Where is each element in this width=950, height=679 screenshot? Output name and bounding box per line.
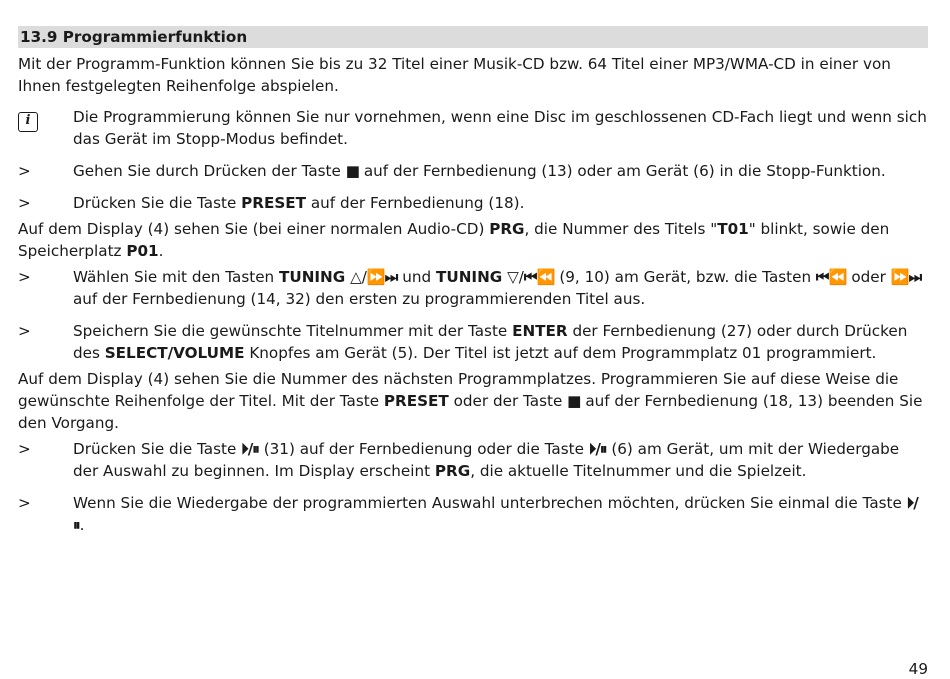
document-page <box>18 26 928 546</box>
note-marker <box>18 106 73 150</box>
step-3-text: Wählen Sie mit den Tasten TUNING △/⏩⏭ und TUNING ▽/⏮⏪ (9, 10) am Gerät, bzw. die Tasten ⏮⏪ oder ⏩⏭ auf der Fernbedienung (14, 32) den ersten zu programmierenden Titel aus. <box>73 268 922 308</box>
display1-text-d: . <box>158 242 164 260</box>
display1-text-c: " blinkt, sowie den Speicherplatz <box>18 220 890 260</box>
step-4-text <box>73 320 928 364</box>
enter-key-label: ENTER <box>512 322 568 340</box>
step-3-text-c: (9, 10) am Gerät, bzw. die Tasten <box>559 268 812 286</box>
section-header <box>18 26 928 48</box>
note-text: Die Programmierung können Sie nur vornehmen, wenn eine Disc im geschlossenen CD-Fach liegt und wenn sich das Gerät im Stopp-Modus befindet. <box>73 108 927 148</box>
step-3-text-e: auf der Fernbedienung (14, 32) den ersten zu programmierenden Titel aus. <box>73 290 646 308</box>
step-2-text-b: auf der Fernbedienung (18). <box>310 194 525 212</box>
step-3 <box>18 266 928 310</box>
step-5-text-d: , die aktuelle Titelnummer und die Spielzeit. <box>470 462 807 480</box>
t01-label: T01 <box>717 220 749 238</box>
stop-icon: ■ <box>567 392 581 410</box>
step-marker: > <box>18 194 31 212</box>
step-3-text-b: und <box>402 268 432 286</box>
step-2-text-a: Drücken Sie die Taste <box>73 194 237 212</box>
display2-text-b: oder der Taste <box>453 392 563 410</box>
prg-label: PRG <box>489 220 525 238</box>
stop-icon: ■ <box>345 162 360 180</box>
step-4-text-c: Knopfes am Gerät (5). Der Titel ist jetzt auf dem Programmplatz 01 programmiert. <box>249 344 877 362</box>
step-2 <box>18 192 928 214</box>
page-number: 49 <box>908 660 928 678</box>
triangle-up-icon: △ <box>350 268 362 286</box>
section-title: Programmierfunktion <box>62 28 248 46</box>
play-pause-icon: ⏵/⏸ <box>588 440 607 458</box>
preset-key-label: PRESET <box>241 194 307 212</box>
info-icon: i <box>18 112 38 132</box>
intro-paragraph: Mit der Programm-Funktion können Sie bis zu 32 Titel einer Musik-CD bzw. 64 Titel einer MP3/WMA-CD in einer von Ihnen festgelegten Reihenfolge abspielen. <box>18 55 891 95</box>
step-2-text <box>73 192 928 214</box>
step-1 <box>18 160 928 182</box>
step-5-text-c: (6) am Gerät, um mit der Wiedergabe der Auswahl zu beginnen. Im Display erscheint <box>73 440 900 480</box>
step-1-text-b: auf der Fernbedienung (13) oder am Gerät (6) in die Stopp-Funktion. <box>363 162 886 180</box>
triangle-down-icon: ▽ <box>507 268 519 286</box>
display2-text-c: auf der Fernbedienung (18, 13) beenden Sie den Vorgang. <box>18 392 923 432</box>
step-4-text-a: Speichern Sie die gewünschte Titelnummer mit der Taste <box>73 322 508 340</box>
display1-text-a: Auf dem Display (4) sehen Sie (bei einer normalen Audio-CD) <box>18 220 485 238</box>
step-marker: > <box>18 162 31 180</box>
step-marker: > <box>18 268 31 286</box>
tuning-key-label: TUNING <box>279 268 346 286</box>
step-5-text <box>73 438 928 482</box>
step-1-text-a: Gehen Sie durch Drücken der Taste <box>73 162 341 180</box>
section-number: 13.9 <box>20 28 58 46</box>
display-paragraph-1 <box>18 218 928 262</box>
p01-label: P01 <box>126 242 159 260</box>
tuning-key-label: TUNING <box>436 268 503 286</box>
step-6-text-d: . <box>79 516 85 534</box>
step-3-text-a: Wählen Sie mit den Tasten <box>73 268 275 286</box>
step-3-text-d: oder <box>851 268 886 286</box>
prg-label: PRG <box>434 462 471 480</box>
select-volume-label: SELECT/VOLUME <box>104 344 245 362</box>
step-marker: > <box>18 322 31 340</box>
note-row <box>18 106 928 150</box>
step-5-text-a: Drücken Sie die Taste <box>73 440 237 458</box>
step-5 <box>18 438 928 482</box>
step-4-text-b: der Fernbedienung (27) oder durch Drücken des <box>73 322 908 362</box>
preset-key-label: PRESET <box>383 392 449 410</box>
skip-forward-icon: ⏩⏭ <box>366 268 398 286</box>
display1-text-b: , die Nummer des Titels " <box>524 220 718 238</box>
play-pause-icon: ⏵/⏸ <box>73 494 918 534</box>
step-marker: > <box>18 494 31 512</box>
skip-back-icon: ⏮⏪ <box>815 268 847 286</box>
step-6-text <box>73 492 928 536</box>
skip-back-icon: ⏮⏪ <box>523 268 555 286</box>
display2-text-a: Auf dem Display (4) sehen Sie die Nummer des nächsten Programmplatzes. Programmieren Sie auf diese Weise die gewünschte Reihenfolge der Titel. Mit der Taste <box>18 370 899 410</box>
step-1-text <box>73 160 928 182</box>
step-5-text-b: (31) auf der Fernbedienung oder die Taste <box>263 440 584 458</box>
step-4 <box>18 320 928 364</box>
play-pause-icon: ⏵/⏸ <box>241 440 259 458</box>
skip-forward-icon: ⏩⏭ <box>890 268 922 286</box>
step-marker: > <box>18 440 31 458</box>
step-6-text-a: Wenn Sie die Wiedergabe der programmierten Auswahl unterbrechen möchten, drücken Sie einmal die Taste <box>73 494 902 512</box>
step-6 <box>18 492 928 536</box>
display-paragraph-2 <box>18 368 928 434</box>
